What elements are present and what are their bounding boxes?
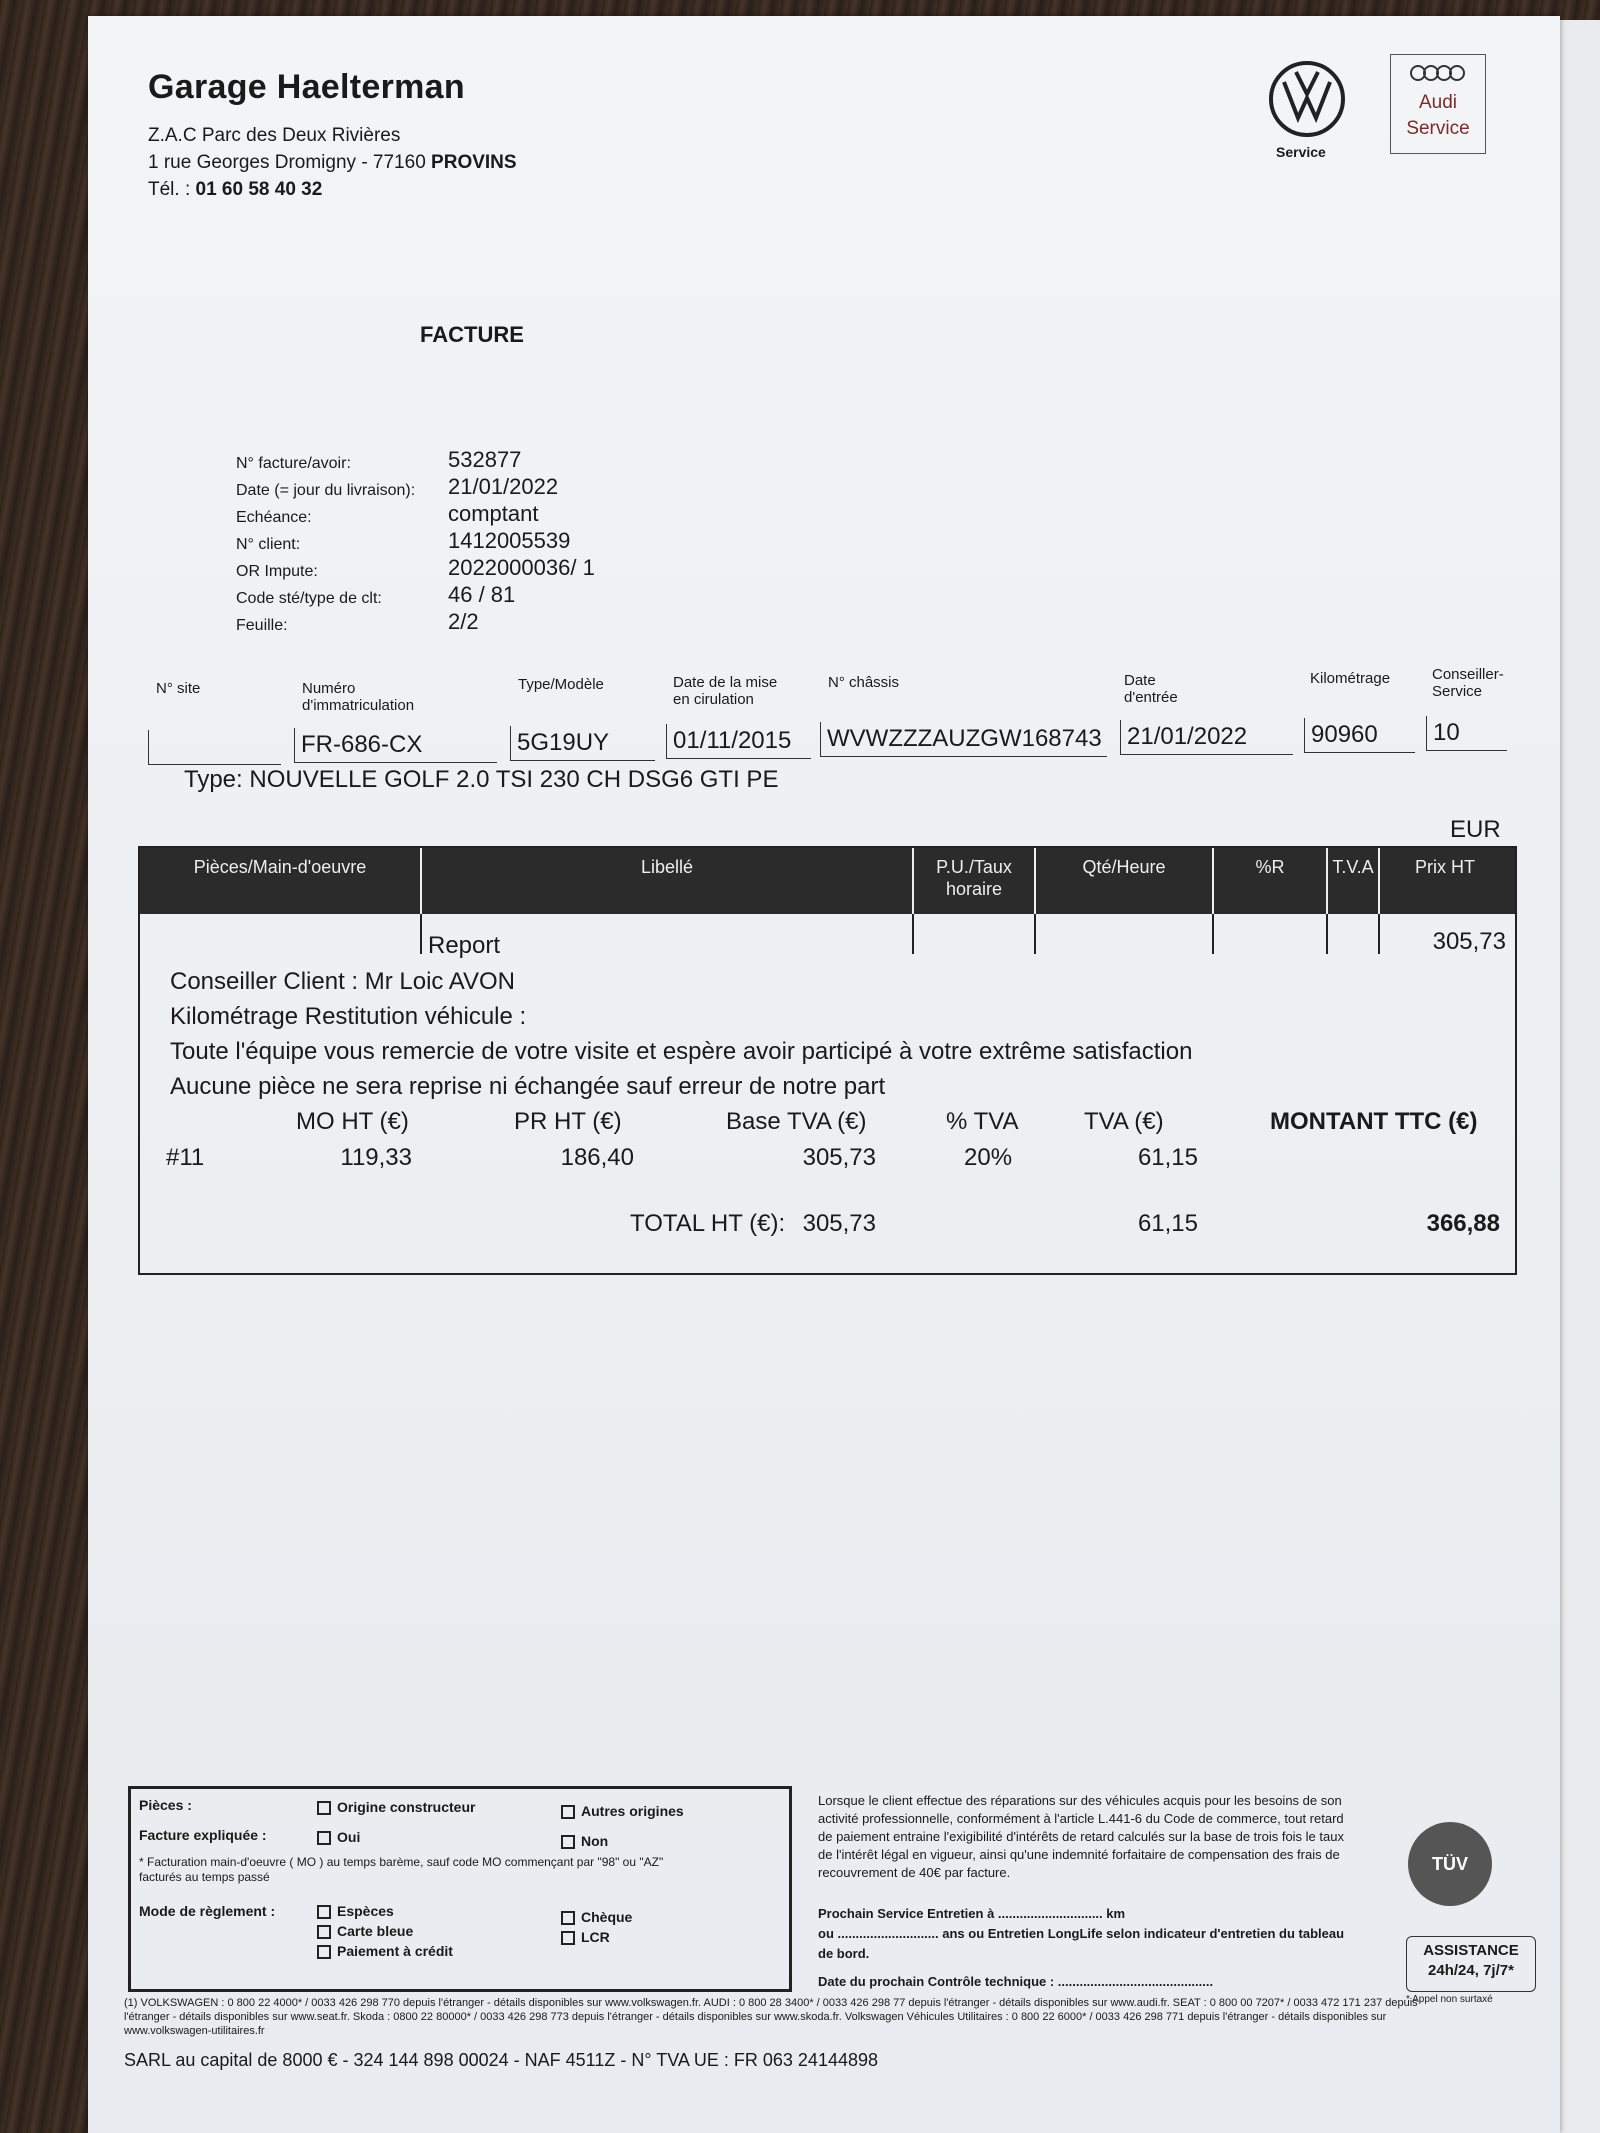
opt-credit[interactable]: [317, 1943, 453, 1959]
opt-cb[interactable]: [317, 1923, 413, 1939]
assist-line2: 24h/24, 7j/7*: [1428, 1962, 1514, 1979]
meta-key: Echéance:: [236, 509, 312, 526]
th-pu-line1: P.U./Taux: [936, 857, 1012, 877]
meta-value: 2/2: [448, 609, 479, 634]
sum-pct: 20%: [964, 1144, 1013, 1171]
invoice-sheet: [88, 16, 1560, 2133]
opt-lcr[interactable]: [561, 1929, 610, 1945]
vh-cons-line2: Service: [1432, 683, 1483, 700]
address-line2: [148, 149, 517, 176]
mo-note-line2: facturés au temps passé: [139, 1870, 270, 1884]
meta-key: Date (= jour du livraison):: [236, 482, 416, 499]
meta-row: [236, 473, 595, 500]
vh-date-line1: Date de la mise: [673, 674, 778, 691]
vh-immat-line1: Numéro: [302, 680, 356, 697]
company-address: [148, 122, 517, 203]
th-tva: T.V.A: [1332, 857, 1374, 877]
vh-type: Type/Modèle: [518, 676, 604, 693]
header-divider: [420, 848, 422, 914]
audi-rings-icon: [1408, 63, 1468, 83]
checkbox-icon[interactable]: [317, 1801, 331, 1815]
footer-box: [128, 1786, 792, 1992]
meta-key: Feuille:: [236, 617, 288, 634]
opt-non[interactable]: [561, 1833, 608, 1849]
company-name: Garage Haelterman: [148, 68, 465, 106]
col-divider: [1326, 914, 1328, 954]
vh-entree-line2: d'entrée: [1124, 689, 1178, 706]
type-value: 5G19UY: [510, 726, 655, 761]
phone-label: Tél. :: [148, 179, 196, 200]
sum-head-base: Base TVA (€): [726, 1108, 867, 1135]
chassis-value: WVWZZZAUZGW168743: [820, 722, 1107, 757]
meta-row: [236, 581, 595, 608]
meta-key: OR Impute:: [236, 563, 318, 580]
opt-cb-label: Carte bleue: [337, 1923, 414, 1939]
opt-autres-label: Autres origines: [581, 1803, 684, 1819]
tuv-badge-icon: TÜV: [1408, 1822, 1492, 1906]
checkbox-icon[interactable]: [317, 1925, 331, 1939]
col-divider: [1034, 914, 1036, 954]
header-divider: [1326, 848, 1328, 914]
immat-value: FR-686-CX: [294, 728, 497, 763]
sum-head-pr: PR HT (€): [514, 1108, 622, 1135]
meta-row: [236, 446, 595, 473]
checkbox-icon[interactable]: [561, 1835, 575, 1849]
brand-contact-fineprint: (1) VOLKSWAGEN : 0 800 22 4000* / 0033 426 298 770 depuis l'étranger - détails disponibles sur www.volkswagen.fr. AUDI : 0 800 28 3400* / 0033 426 298 77 depuis l'étranger - détails disponibles sur www.audi.fr. SEAT : 0 800 00 7207* / 0033 472 171 237 depuis l'étranger - détails disponibles sur www.seat.fr. Skoda : 0800 22 80000* / 0033 426 298 773 depuis l'étranger - détails disponibles sur www.skoda.fr. Volkswagen Véhicules Utilitaires : 0 800 22 6000* / 0033 426 298 771 depuis l'étranger - détails disponibles sur www.volkswagen-utilitaires.fr: [124, 1997, 1418, 2037]
vh-conseiller: [1432, 666, 1504, 700]
address-street: 1 rue Georges Dromigny - 77160: [148, 152, 432, 173]
header-divider: [912, 848, 914, 914]
meta-value: 2022000036/ 1: [448, 555, 595, 580]
opt-cheque[interactable]: [561, 1909, 632, 1925]
vh-entree: [1124, 672, 1178, 706]
info-line: Conseiller Client : Mr Loic AVON: [170, 968, 515, 995]
next-service-longlife: ou ............................ ans ou Entretien LongLife selon indicateur d'entretien du tableau de bord.: [818, 1926, 1345, 1961]
next-ct: Date du prochain Contrôle technique : ...........................................: [818, 1974, 1214, 1989]
col-divider: [1212, 914, 1214, 954]
meta-key: N° client:: [236, 536, 301, 553]
table-header: [140, 848, 1515, 914]
sum-code: #11: [166, 1144, 205, 1171]
opt-oui[interactable]: [317, 1829, 360, 1845]
meta-value: 46 / 81: [448, 582, 516, 607]
appel-note: * Appel non surtaxé: [1406, 1994, 1493, 2005]
vw-service-label: Service: [1276, 144, 1326, 160]
col-divider: [420, 914, 422, 954]
company-legal-line: SARL au capital de 8000 € - 324 144 898 00024 - NAF 4511Z - N° TVA UE : FR 063 24144898: [124, 2050, 879, 2070]
document-title: FACTURE: [420, 322, 524, 347]
conseiller-value: 10: [1426, 716, 1507, 751]
km-value: 90960: [1304, 718, 1415, 753]
mode-label: Mode de règlement :: [139, 1903, 276, 1919]
info-line: Kilométrage Restitution véhicule :: [170, 1003, 527, 1030]
opt-especes[interactable]: [317, 1903, 394, 1919]
header-divider: [1378, 848, 1380, 914]
col-divider: [912, 914, 914, 954]
th-prix: Prix HT: [1415, 857, 1475, 877]
opt-origine-label: Origine constructeur: [337, 1799, 476, 1815]
vh-entree-line1: Date: [1124, 672, 1156, 689]
opt-autres[interactable]: [561, 1803, 684, 1819]
checkbox-icon[interactable]: [561, 1911, 575, 1925]
info-line: Aucune pièce ne sera reprise ni échangée sauf erreur de notre part: [170, 1073, 886, 1100]
opt-origine[interactable]: [317, 1799, 475, 1815]
th-libelle: Libellé: [640, 857, 694, 877]
meta-row: [236, 527, 595, 554]
header-divider: [1034, 848, 1036, 914]
total-ht: 305,73: [802, 1210, 876, 1237]
opt-non-label: Non: [581, 1833, 609, 1849]
vh-chassis: N° châssis: [828, 674, 900, 691]
th-qte: Qté/Heure: [1082, 857, 1166, 877]
phone-line: [148, 176, 517, 203]
th-r: %R: [1255, 857, 1285, 877]
vh-site: N° site: [156, 680, 201, 697]
meta-value: 21/01/2022: [448, 474, 559, 499]
site-value: [148, 730, 281, 765]
invoice-meta: [236, 446, 595, 635]
address-city: PROVINS: [431, 152, 517, 173]
report-value: 305,73: [1432, 928, 1506, 955]
opt-oui-label: Oui: [337, 1829, 361, 1845]
audi-service-logo: [1390, 54, 1486, 154]
checkbox-icon[interactable]: [561, 1805, 575, 1819]
date-entree-value: 21/01/2022: [1120, 720, 1293, 755]
phone-number: 01 60 58 40 32: [195, 179, 323, 200]
th-pu: [914, 856, 1034, 900]
th-pieces: Pièces/Main-d'oeuvre: [193, 857, 367, 877]
sum-pr: 186,40: [560, 1144, 634, 1171]
legal-text: Lorsque le client effectue des réparations sur des véhicules acquis pour les besoins de son activité professionnelle, conformément à l'article L.441-6 du Code de commerce, tout retard de paiement entraine l'exigibilité d'intérêts de retard calculés sur la base de trois fois le taux de l'intérêt légal en vigueur, ainsi qu'une indemnité forfaitaire de compensation des frais de recouvrement de 40€ par facture.: [818, 1793, 1344, 1880]
audi-label: Audi: [1418, 92, 1458, 113]
audi-service-text: Service: [1406, 118, 1470, 139]
meta-row: [236, 608, 595, 635]
opt-lcr-label: LCR: [581, 1929, 610, 1945]
opt-especes-label: Espèces: [337, 1903, 394, 1919]
total-ttc: 366,88: [1426, 1210, 1500, 1237]
date-circ-value: 01/11/2015: [666, 724, 811, 759]
meta-value: comptant: [448, 501, 539, 526]
facture-label: Facture expliquée :: [139, 1827, 267, 1843]
sum-head-mo: MO HT (€): [296, 1108, 409, 1135]
header-divider: [1212, 848, 1214, 914]
vh-date-line2: en cirulation: [673, 691, 754, 708]
meta-row: [236, 554, 595, 581]
assistance-badge: [1406, 1936, 1536, 1992]
mo-note-line1: * Facturation main-d'oeuvre ( MO ) au temps barème, sauf code MO commençant par "98" ou "AZ": [139, 1855, 664, 1869]
opt-credit-label: Paiement à crédit: [337, 1943, 453, 1959]
total-label: TOTAL HT (€):: [630, 1210, 786, 1237]
checkbox-icon[interactable]: [317, 1945, 331, 1959]
checkbox-icon[interactable]: [561, 1931, 575, 1945]
currency-label: EUR: [1450, 816, 1501, 843]
checkbox-icon[interactable]: [317, 1905, 331, 1919]
service-reminders: [818, 1904, 1353, 1992]
total-tva: 61,15: [1137, 1210, 1198, 1237]
meta-key: N° facture/avoir:: [236, 455, 351, 472]
vh-km: Kilométrage: [1310, 670, 1391, 687]
report-label: Report: [428, 932, 501, 959]
invoice-table: [138, 846, 1517, 1275]
address-line1: Z.A.C Parc des Deux Rivières: [148, 125, 401, 146]
vehicle-type-full: Type: NOUVELLE GOLF 2.0 TSI 230 CH DSG6 GTI PE: [184, 766, 779, 793]
pieces-label: Pièces :: [139, 1797, 192, 1813]
sum-head-ttc: MONTANT TTC (€): [1270, 1108, 1478, 1135]
sum-mo: 119,33: [340, 1144, 412, 1171]
vh-immat: [302, 680, 414, 714]
meta-value: 532877: [448, 447, 522, 472]
next-service: Prochain Service Entretien à ............................. km: [818, 1906, 1126, 1921]
meta-value: 1412005539: [448, 528, 571, 553]
sum-base: 305,73: [802, 1144, 876, 1171]
th-pu-line2: horaire: [945, 879, 1003, 899]
opt-cheque-label: Chèque: [581, 1909, 633, 1925]
vh-cons-line1: Conseiller-: [1432, 666, 1504, 683]
info-line: Toute l'équipe vous remercie de votre visite et espère avoir participé à votre extrême satisfaction: [170, 1038, 1193, 1065]
mo-note: [139, 1855, 663, 1885]
meta-key: Code sté/type de clt:: [236, 590, 382, 607]
vh-immat-line2: d'immatriculation: [302, 697, 415, 714]
volkswagen-logo-icon: [1268, 60, 1346, 138]
sum-tva: 61,15: [1137, 1144, 1198, 1171]
meta-row: [236, 500, 595, 527]
assist-line1: ASSISTANCE: [1423, 1942, 1519, 1959]
vh-date-circ: [673, 674, 777, 708]
checkbox-icon[interactable]: [317, 1831, 331, 1845]
sum-head-pct: % TVA: [946, 1108, 1019, 1135]
sum-head-tva: TVA (€): [1084, 1108, 1164, 1135]
